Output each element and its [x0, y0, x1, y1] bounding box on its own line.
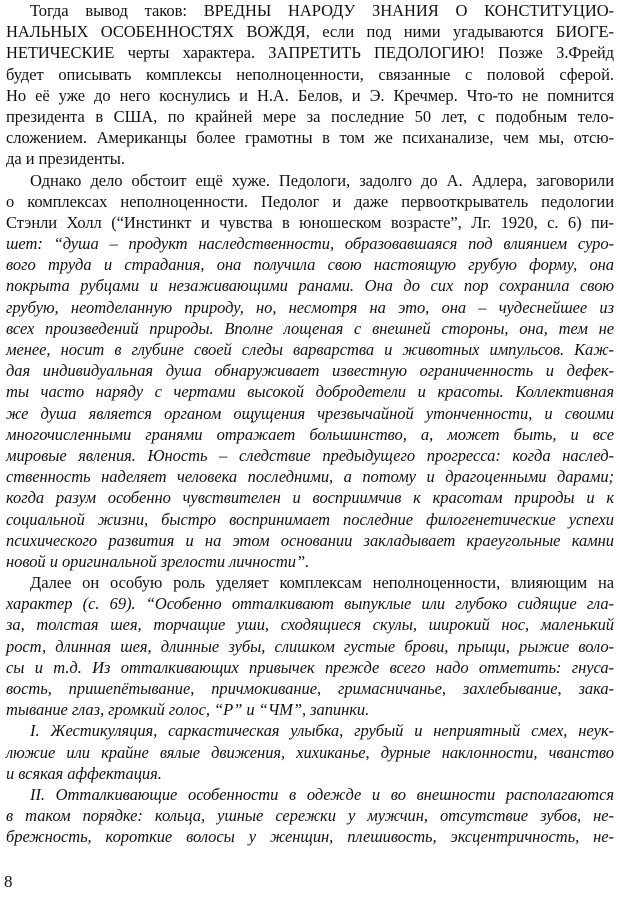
text-line: социальной жизни, быстро воспринимает последние филогенетические успехи	[6, 509, 614, 529]
text-line: тывание глаз, громкий голос, “Р” и “ЧМ”, запинки.	[6, 700, 370, 720]
text-line: Тогда вывод таков: ВРЕДНЫ НАРОДУ ЗНАНИЯ О КОНСТИТУЦИО-	[30, 1, 614, 20]
text-line: да и президенты.	[6, 149, 125, 169]
text-line: шет: “душа – продукт наследственности, образовавшаяся под влиянием суро-	[6, 234, 614, 254]
text-line: II. Отталкивающие особенности в одежде и во внешности располагаются	[30, 784, 614, 804]
text-line: характер (с. 69). “Особенно отталкивают выпуклые или глубоко сидящие гла-	[6, 594, 614, 614]
text-line: будет описывать комплексы неполноценности, связанные с половой сферой.	[6, 64, 614, 84]
text-line: рост, длинная шея, длинные зубы, слишком густые брови, прыщи, рыжие воло-	[6, 636, 614, 656]
text-line: ственность наделяет человека последними, а потому и драгоценными дарами;	[6, 467, 614, 487]
text-line: за, толстая шея, торчащие уши, сходящиеся скулы, широкий нос, маленький	[6, 615, 614, 635]
text-line: дая индивидуальная душа обнаруживает известную ограниченность и дефек-	[6, 361, 614, 381]
text-line: когда разум особенно чувствителен и восприимчив к красотам природы и к	[6, 488, 614, 508]
text-line: Далее он особую роль уделяет комплексам неполноценности, влияющим на	[30, 573, 614, 593]
text-line: люжие или крайне вялые движения, хихиканье, дурные наклонности, чванство	[6, 742, 614, 762]
text-line: брежность, короткие волосы у женщин, плешивость, эксцентричность, не-	[6, 827, 614, 847]
text-line: о комплексах неполноценности. Педолог и даже первооткрыватель педологии	[6, 191, 614, 211]
text-line: Но её уже до него коснулись и Н.А. Белов, и Э. Кречмер. Что-то не помнится	[6, 85, 614, 105]
body-text	[6, 0, 614, 848]
text-line: Однако дело обстоит ещё хуже. Педологи, задолго до А. Адлера, заговорили	[30, 170, 614, 190]
text-line: же душа является органом ощущения чрезвычайной утонченности, и своими	[6, 403, 614, 423]
text-line: сы и т.д. Из отталкивающих привычек прежде всего надо отметить: гнуса-	[6, 657, 614, 677]
text-line: сложением. Американцы более грамотны в том же психанализе, чем мы, отсю-	[6, 128, 614, 148]
text-line: многочисленными гранями отражает большинство, а, может быть, и все	[6, 424, 614, 444]
text-line: НЕТИЧЕСКИЕ черты характера. ЗАПРЕТИТЬ ПЕДОЛОГИЮ! Позже З.Фрейд	[6, 43, 614, 63]
text-line: психического развития и на этом основании закладывает краеугольные камни	[6, 530, 614, 550]
page-number: 8	[4, 872, 13, 891]
text-line: Стэнли Холл (“Инстинкт и чувства в юношеском возрасте”, Лг. 1920, с. 6) пи-	[6, 212, 614, 232]
text-line: в таком порядке: кольца, ушные сережки у мужчин, отсутствие зубов, не-	[6, 806, 614, 826]
text-line: I. Жестикуляция, саркастическая улыбка, грубый и неприятный смех, неук-	[30, 721, 614, 741]
text-line: президента в США, по крайней мере за последние 50 лет, с подобным тело-	[6, 106, 614, 126]
text-line: мировые явления. Юность – следствие предыдущего прогресса: когда наслед-	[6, 445, 614, 465]
text-line: менее, носит в глубине своей следы варварства и животных импульсов. Каж-	[6, 340, 614, 359]
text-line: НАЛЬНЫХ ОСОБЕННОСТЯХ ВОЖДЯ, если под ними угадываются БИОГЕ-	[6, 22, 614, 42]
text-line: ты часто наряду с чертами высокой добродетели и красоты. Коллективная	[6, 382, 614, 402]
text-line: покрыта рубцами и незаживающими ранами. Она до сих пор сохранила свою	[6, 276, 614, 296]
text-line: всех произведений природы. Вполне лощеная с внешней стороны, она, тем не	[6, 318, 614, 338]
text-line: и всякая аффектация.	[6, 763, 162, 783]
text-line: новой и оригинальной зрелости личности”.	[6, 551, 310, 571]
text-line: вость, пришепётывание, причмокивание, гримасничанье, захлебывание, зака-	[6, 679, 614, 698]
text-line: грубую, неотделанную природу, но, несмотря на это, она – чудеснейшее из	[6, 297, 614, 317]
text-line: вого труда и страдания, она получила свою настоящую грубую форму, она	[6, 255, 614, 275]
